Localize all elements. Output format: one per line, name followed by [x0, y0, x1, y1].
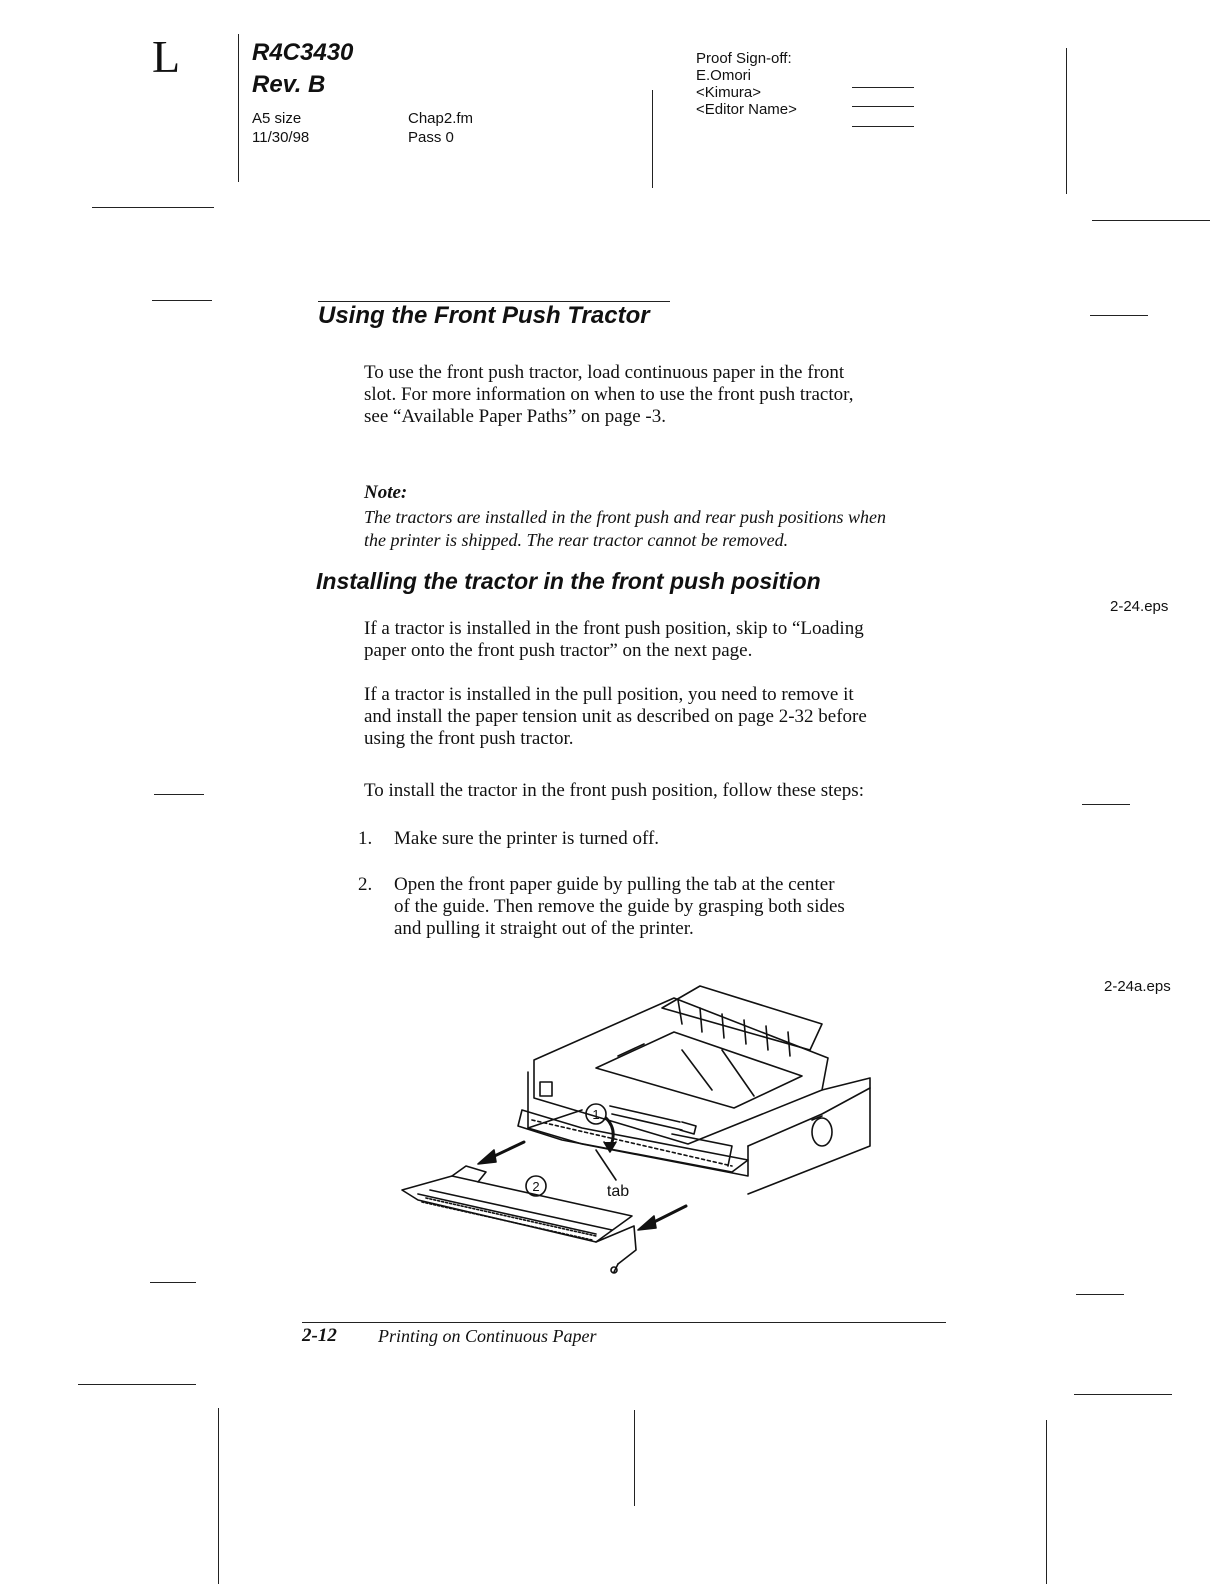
signoff-name: E.Omori [696, 67, 752, 84]
intro-paragraph [364, 362, 956, 428]
crop-mark [1092, 220, 1210, 221]
figure-callout: 1 [592, 1107, 600, 1122]
crop-mark [218, 1408, 219, 1584]
signature-line [852, 126, 914, 127]
text-line: To use the front push tractor, load continuous paper in the front [364, 362, 845, 383]
subsection-title: Installing the tractor in the front push position [316, 568, 821, 594]
crop-mark [150, 1282, 196, 1283]
section-title: Using the Front Push Tractor [318, 302, 650, 329]
pass-number: Pass 0 [408, 129, 454, 146]
paragraph [364, 684, 956, 750]
corner-letter: L [152, 31, 181, 82]
crop-mark [1066, 48, 1067, 194]
crop-mark [152, 300, 212, 301]
signoff-name: <Editor Name> [696, 101, 797, 118]
text-line: Open the front paper guide by pulling the tab at the center [394, 874, 835, 895]
text-line: and install the paper tension unit as described on page 2-32 before [364, 706, 867, 727]
step-number: 1. [358, 828, 373, 849]
text-line: If a tractor is installed in the pull position, you need to remove it [364, 684, 854, 705]
note-label: Note: [364, 482, 408, 503]
crop-mark [1082, 804, 1130, 805]
crop-mark [92, 207, 214, 208]
footer-rule [302, 1322, 946, 1323]
step-text [394, 828, 956, 850]
margin-label: 2-24.eps [1110, 598, 1169, 615]
note-text [364, 506, 956, 552]
crop-mark [634, 1410, 635, 1506]
text-line: the printer is shipped. The rear tractor cannot be removed. [364, 530, 789, 550]
crop-mark [1090, 315, 1148, 316]
paragraph [364, 618, 956, 662]
text-line: using the front push tractor. [364, 728, 574, 749]
chapter-title: Printing on Continuous Paper [378, 1326, 597, 1346]
page-size: A5 size [252, 110, 302, 127]
signoff-title: Proof Sign-off: [696, 50, 792, 67]
paragraph: To install the tractor in the front push position, follow these steps: [364, 780, 864, 801]
page-number: 2-12 [302, 1325, 337, 1346]
crop-mark [1046, 1420, 1047, 1584]
signoff-name: <Kimura> [696, 84, 762, 101]
file-name: Chap2.fm [408, 110, 474, 127]
figure-callout: 2 [532, 1179, 540, 1194]
crop-mark [652, 90, 653, 188]
text-line: If a tractor is installed in the front push position, skip to “Loading [364, 618, 864, 639]
text-line: slot. For more information on when to use the front push tractor, [364, 384, 854, 405]
proof-signoff [696, 50, 797, 118]
signature-line [852, 87, 914, 88]
crop-mark [1076, 1294, 1124, 1295]
crop-mark [154, 794, 204, 795]
step-number: 2. [358, 874, 373, 895]
text-line: and pulling it straight out of the printer. [394, 918, 694, 939]
text-line: of the guide. Then remove the guide by grasping both sides [394, 896, 845, 917]
text-line: The tractors are installed in the front push and rear push positions when [364, 507, 887, 527]
text-line: Make sure the printer is turned off. [394, 828, 660, 849]
text-line: paper onto the front push tractor” on the next page. [364, 640, 753, 661]
crop-mark [238, 34, 239, 182]
document-date: 11/30/98 [252, 129, 310, 146]
signature-line [852, 106, 914, 107]
step-text [394, 874, 956, 940]
margin-label: 2-24a.eps [1104, 978, 1171, 995]
crop-mark [1074, 1394, 1172, 1395]
tab-label: tab [606, 1183, 630, 1200]
crop-mark [78, 1384, 196, 1385]
document-revision: Rev. B [252, 71, 326, 98]
printer-illustration [382, 980, 874, 1274]
document-code: R4C3430 [252, 39, 354, 66]
text-line: see “Available Paper Paths” on page -3. [364, 406, 666, 427]
